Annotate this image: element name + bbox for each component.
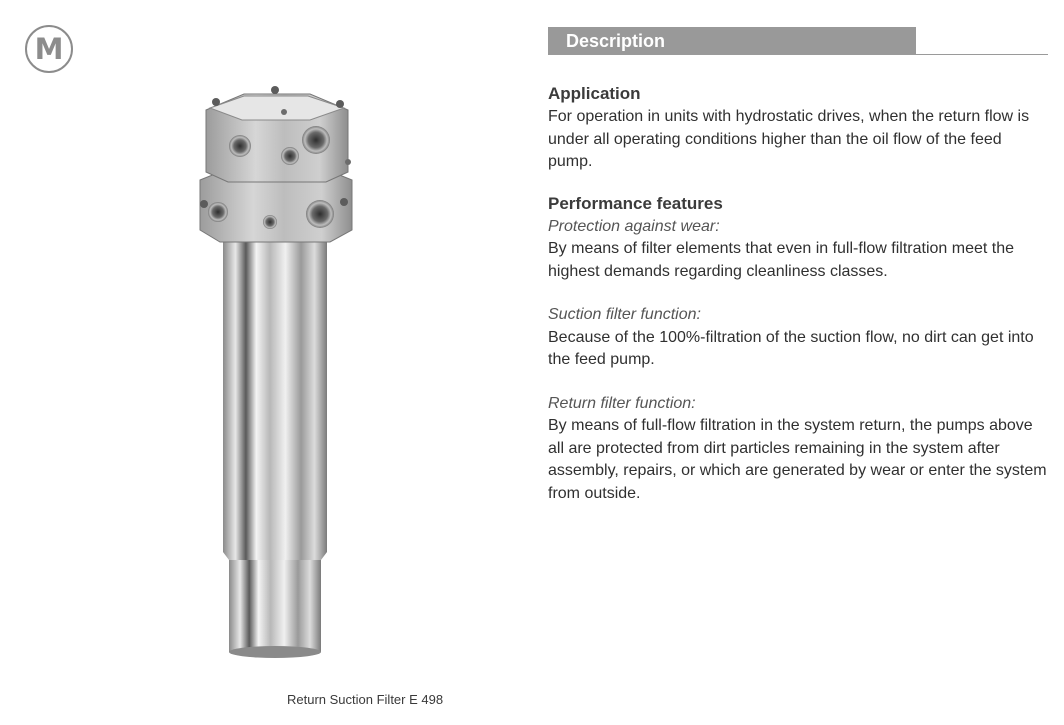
feature-return — [548, 393, 1048, 506]
application-text: For operation in units with hydrostatic drives, when the return flow is under all operating conditions higher than the oil flow of the feed pump. — [548, 108, 1030, 170]
feature-title: Return filter function: — [548, 394, 696, 412]
feature-protection — [548, 216, 1048, 284]
feature-text: By means of filter elements that even in full-flow filtration meet the highest demands regarding cleanliness classes. — [548, 240, 1014, 280]
description-column — [548, 27, 1048, 505]
logo-letter: M — [34, 32, 64, 66]
description-header — [548, 27, 1048, 55]
performance-heading: Performance features — [548, 193, 723, 213]
description-title: Description — [548, 27, 916, 54]
filter-product-image — [180, 82, 370, 662]
feature-text: By means of full-flow filtration in the system return, the pumps above all are protected from dirt particles remaining in the system after assembly, repairs, or which are generated by wear or enter the system from outside. — [548, 417, 1047, 502]
application-heading: Application — [548, 84, 641, 103]
m-logo-icon — [25, 25, 73, 73]
image-caption: Return Suction Filter E 498 — [287, 692, 444, 707]
feature-title: Suction filter function: — [548, 306, 701, 323]
feature-text: Because of the 100%-filtration of the suction flow, no dirt can get into the feed pump. — [548, 328, 1034, 368]
feature-title: Protection against wear: — [548, 217, 720, 235]
feature-suction — [548, 304, 1048, 372]
